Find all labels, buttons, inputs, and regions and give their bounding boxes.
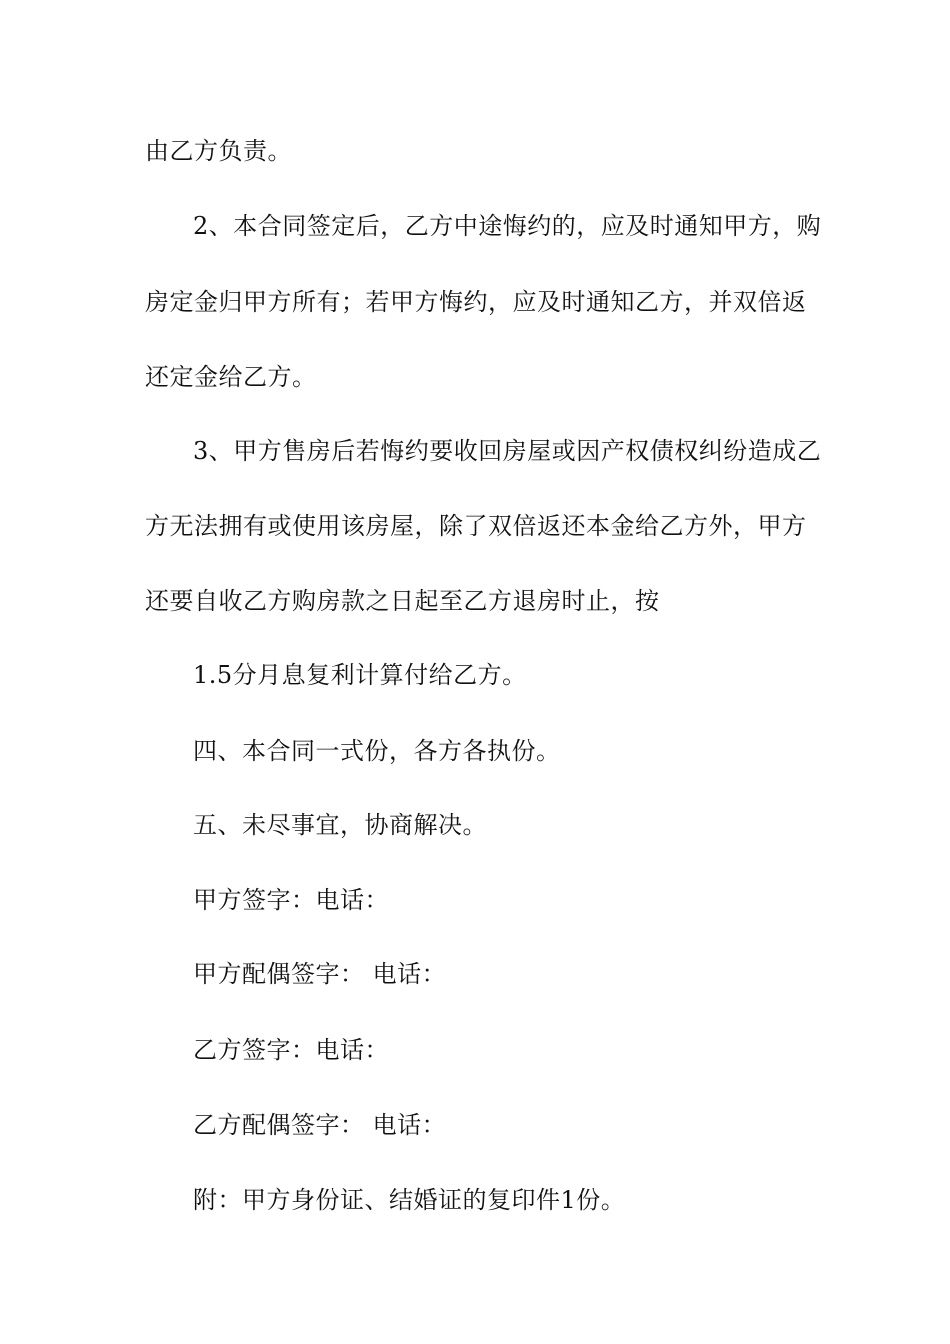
- paragraph-line: 还定金给乙方。: [145, 363, 317, 391]
- paragraph-line: 2、本合同签定后，乙方中途悔约的，应及时通知甲方，购: [193, 212, 822, 240]
- signature-line: 甲方配偶签字： 电话：: [193, 960, 447, 988]
- signature-line: 乙方配偶签字： 电话：: [193, 1111, 447, 1139]
- paragraph-line: 3、甲方售房后若悔约要收回房屋或因产权债权纠纷造成乙: [193, 437, 822, 465]
- paragraph-line: 四、本合同一式份，各方各执份。: [193, 737, 561, 765]
- paragraph-line: 五、未尽事宜，协商解决。: [193, 811, 487, 839]
- paragraph-line: 还要自收乙方购房款之日起至乙方退房时止，按: [145, 587, 660, 615]
- signature-line: 甲方签字：电话：: [193, 886, 389, 914]
- signature-line: 乙方签字：电话：: [193, 1036, 389, 1064]
- attachment-line: 附：甲方身份证、结婚证的复印件1份。: [193, 1186, 626, 1214]
- paragraph-line: 由乙方负责。: [145, 137, 292, 165]
- paragraph-line: 1.5分月息复利计算付给乙方。: [193, 661, 527, 689]
- paragraph-line: 方无法拥有或使用该房屋，除了双倍返还本金给乙方外，甲方: [145, 512, 807, 540]
- paragraph-line: 房定金归甲方所有；若甲方悔约，应及时通知乙方，并双倍返: [145, 288, 807, 316]
